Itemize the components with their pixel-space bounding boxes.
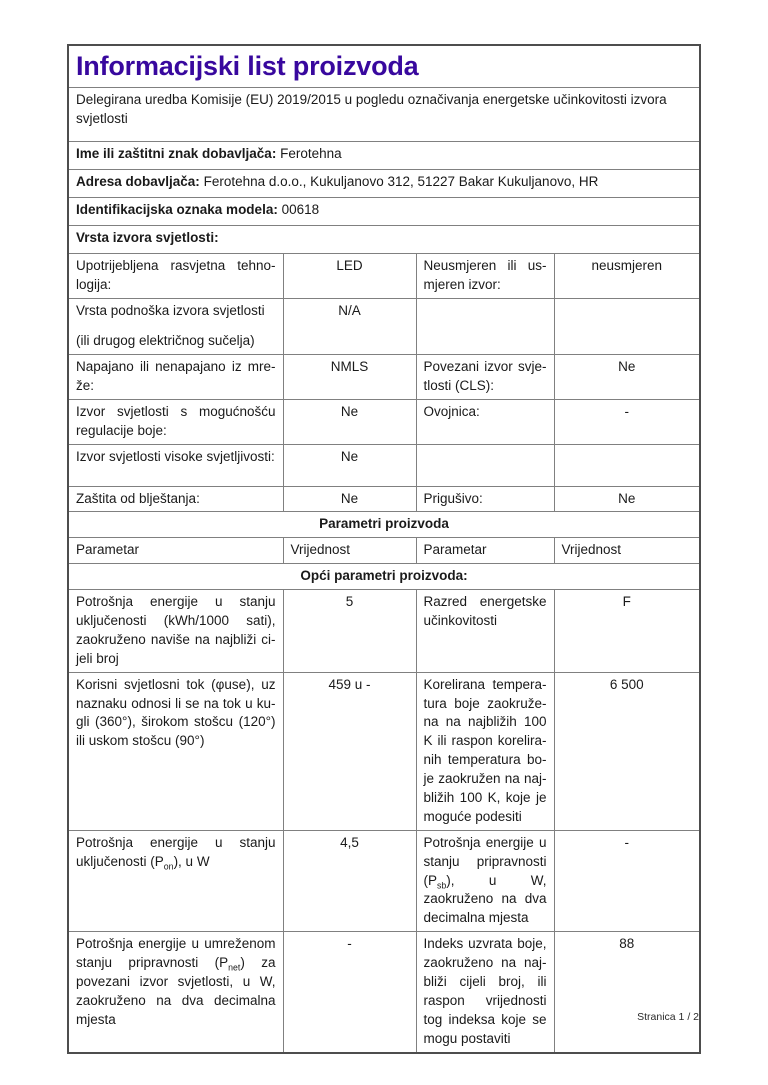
column-header: Parametar [68, 538, 283, 564]
supplier-address-label: Adresa dobavljača: [76, 174, 200, 190]
param-cell: Neusmjeren ili usmjeren izvor: [416, 254, 554, 299]
value-cell: Ne [554, 354, 700, 399]
product-information-sheet [67, 44, 701, 1054]
value-cell: 5 [283, 590, 416, 673]
value-cell: Ne [283, 486, 416, 512]
supplier-address-value: Ferotehna d.o.o., Kukuljanovo 312, 51227 Bakar Kukuljanovo, HR [203, 174, 599, 190]
supplier-address-cell [68, 170, 700, 198]
section-header-row [68, 564, 700, 590]
param-cell: Napajano ili nenapajano iz mreže: [68, 354, 283, 399]
param-cell [68, 299, 283, 355]
section-general-parameters: Opći parametri proizvoda: [68, 564, 700, 590]
param-cell: Zaštita od blještanja: [68, 486, 283, 512]
value-cell: Ne [283, 399, 416, 444]
param-cell: Potrošnja energije u stanju pripravnosti $(P_{sb})$, u W, zaokruženo na dva decimalna mjesta [416, 830, 554, 931]
value-cell [554, 299, 700, 355]
supplier-name-cell [68, 142, 700, 170]
param-cell: Razred energetske učinkovitosti [416, 590, 554, 673]
column-header-row [68, 538, 700, 564]
value-cell: N/A [283, 299, 416, 355]
column-header: Vrijednost [283, 538, 416, 564]
param-cell: Povezani izvor svjetlosti (CLS): [416, 354, 554, 399]
table-row [68, 444, 700, 486]
param-cell: Korisni svjetlosni tok (φuse), uz naznaku odnosi li se na tok u kugli (360°), širokom stošcu (120°) ili uskom stošcu (90°) [68, 672, 283, 830]
light-source-type-row [68, 226, 700, 254]
table-row [68, 354, 700, 399]
value-cell: F [554, 590, 700, 673]
supplier-name-row [68, 142, 700, 170]
supplier-name-label: Ime ili zaštitni znak dobavljača: [76, 146, 277, 162]
table-row [68, 254, 700, 299]
table-row [68, 932, 700, 1053]
value-cell: Ne [554, 486, 700, 512]
value-cell: LED [283, 254, 416, 299]
param-cell: Izvor svjetlosti s mogućnošću regulacije boje: [68, 399, 283, 444]
regulation-subtitle: Delegirana uredba Komisije (EU) 2019/2015 u pogledu označivanja energetske učinkovitosti izvora svjetlosti [68, 88, 700, 142]
value-cell: 4,5 [283, 830, 416, 931]
param-cell: Ovojnica: [416, 399, 554, 444]
page-title: Informacijski list proizvoda [76, 51, 419, 81]
param-cell [416, 444, 554, 486]
value-cell: Ne [283, 444, 416, 486]
param-cell: Prigušivo: [416, 486, 554, 512]
model-id-cell [68, 198, 700, 226]
param-cell: Korelirana temperatura boje zaokružena na najbližih 100 K ili raspon koreliranih temperatura boje zaokružen na najbližih 100 K, koje je moguće podesiti [416, 672, 554, 830]
value-cell: 459 u - [283, 672, 416, 830]
model-id-label: Identifikacijska oznaka modela: [76, 202, 278, 218]
title-row [68, 45, 700, 88]
model-id-row [68, 198, 700, 226]
value-cell: - [283, 932, 416, 1053]
param-cell: Potrošnja energije u stanju uključenosti (kWh/1000 sati), zaokruženo naviše na najbliži cijeli broj [68, 590, 283, 673]
table-row [68, 672, 700, 830]
supplier-address-row [68, 170, 700, 198]
table-row [68, 590, 700, 673]
supplier-name-value: Ferotehna [280, 146, 342, 162]
value-cell: neusmjeren [554, 254, 700, 299]
value-cell [554, 444, 700, 486]
value-cell: 6 500 [554, 672, 700, 830]
param-line: (ili drugog električnog sučelja) [76, 333, 255, 349]
param-cell [416, 299, 554, 355]
param-cell: Potrošnja energije u umreženom stanju pripravnosti $(P_{net})$ za povezani izvor svjetlosti, u W, zaokruženo na dva decimalna mjesta [68, 932, 283, 1053]
column-header: Parametar [416, 538, 554, 564]
param-cell: Indeks uzvrata boje, zaokruženo na najbliži cijeli broj, ili raspon vrijednosti tog indeksa koje se mogu postaviti [416, 932, 554, 1053]
table-row [68, 399, 700, 444]
table-row [68, 299, 700, 355]
table-row [68, 486, 700, 512]
value-cell: NMLS [283, 354, 416, 399]
title-cell [68, 45, 700, 88]
model-id-value: 00618 [281, 202, 320, 218]
param-cell: Izvor svjetlosti visoke svjetljivosti: [68, 444, 283, 486]
value-cell: - [554, 399, 700, 444]
section-header-row [68, 512, 700, 538]
value-cell: 88 [554, 932, 700, 1053]
page-number: Stranica 1 / 2 [637, 1011, 699, 1023]
light-source-type-label: Vrsta izvora svjetlosti: [76, 230, 219, 246]
subtitle-row [68, 88, 700, 142]
light-source-type-cell [68, 226, 700, 254]
section-product-parameters: Parametri proizvoda [68, 512, 700, 538]
param-cell: Potrošnja energije u stanju uključenosti $(P_{on})$, u W [68, 830, 283, 931]
param-cell: Upotrijebljena rasvjetna tehnologija: [68, 254, 283, 299]
value-cell: - [554, 830, 700, 931]
column-header: Vrijednost [554, 538, 700, 564]
table-row [68, 830, 700, 931]
param-line: Vrsta podnoška izvora svjetlosti [76, 303, 265, 319]
